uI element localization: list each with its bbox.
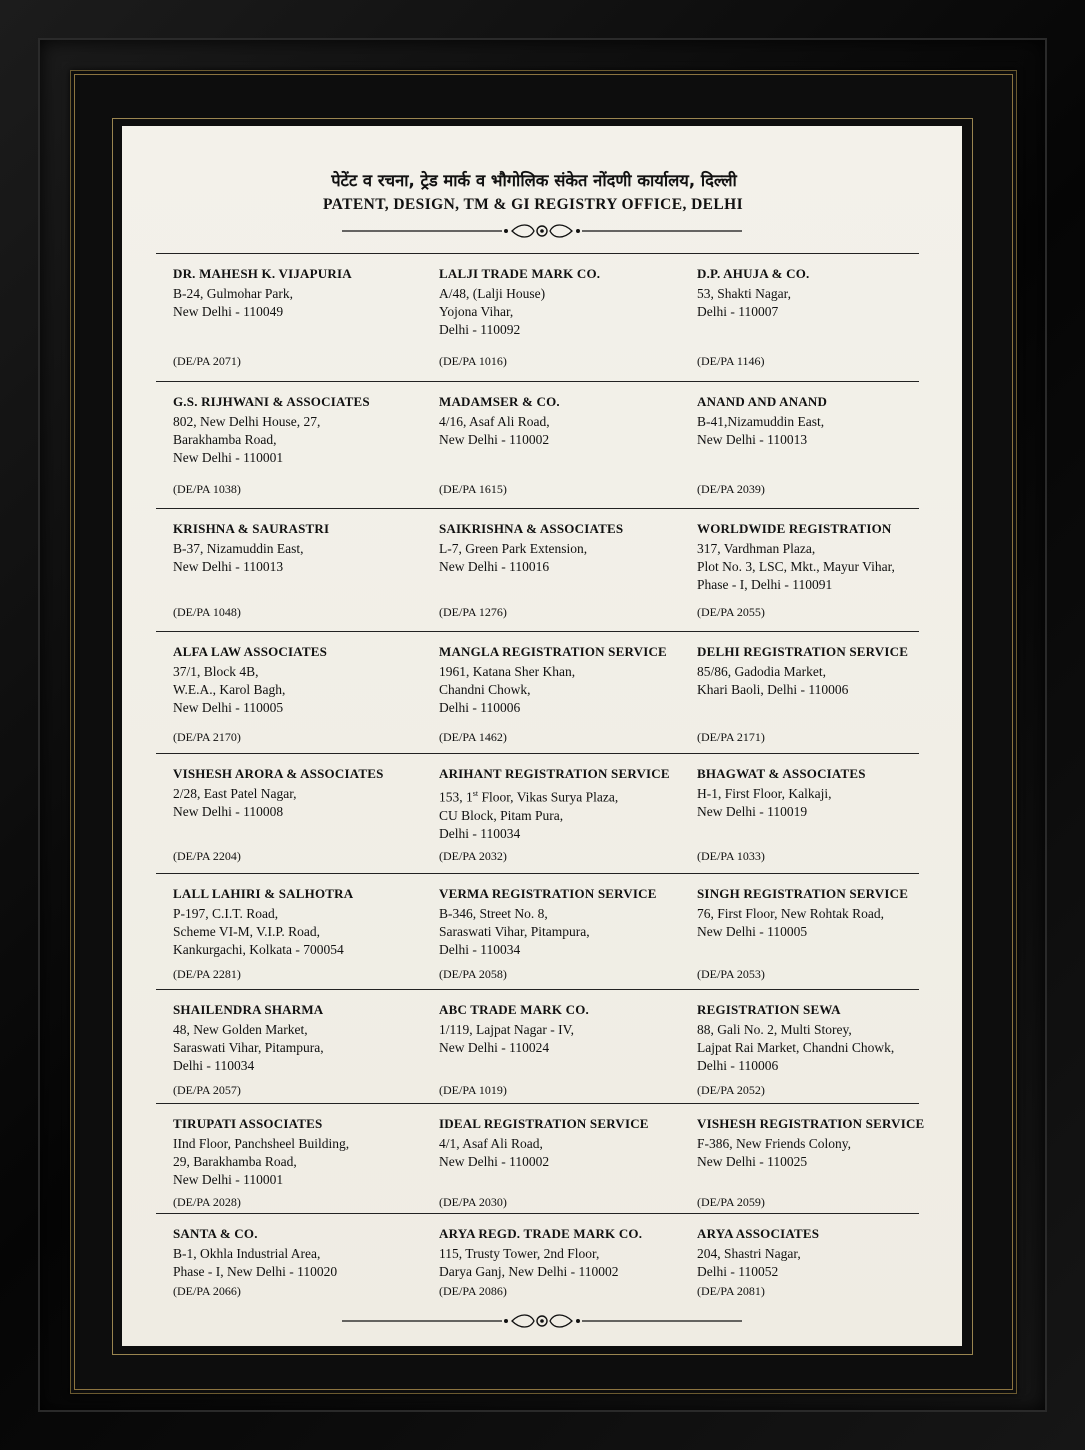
address-line: Saraswati Vihar, Pitampura,	[173, 1040, 324, 1055]
entry-code: (DE/PA 2053)	[697, 967, 765, 981]
address-line: New Delhi - 110013	[173, 559, 284, 574]
entry-code: (DE/PA 2039)	[697, 482, 765, 496]
address-line: Kankurgachi, Kolkata - 700054	[173, 942, 344, 957]
registry-entry	[439, 1116, 649, 1171]
registry-entry	[697, 266, 810, 321]
address-line: New Delhi - 110005	[173, 700, 284, 715]
address-line: Delhi - 110092	[439, 322, 521, 337]
entry-name: ALFA LAW ASSOCIATES	[173, 644, 328, 659]
entry-address	[697, 785, 866, 821]
entry-address	[173, 785, 384, 821]
entry-address	[697, 1245, 819, 1281]
entry-address	[173, 663, 327, 717]
address-line: 53, Shakti Nagar,	[697, 286, 791, 301]
registry-entry	[173, 1002, 324, 1075]
entry-code: (DE/PA 2030)	[439, 1195, 507, 1209]
entry-address	[173, 413, 370, 467]
address-line: Plot No. 3, LSC, Mkt., Mayur Vihar,	[697, 559, 895, 574]
entry-code: (DE/PA 1615)	[439, 482, 507, 496]
entry-address	[697, 413, 827, 449]
entry-name: IDEAL REGISTRATION SERVICE	[439, 1116, 649, 1131]
address-line: Saraswati Vihar, Pitampura,	[439, 924, 590, 939]
entry-code: (DE/PA 1038)	[173, 482, 241, 496]
address-line: New Delhi - 110016	[439, 559, 550, 574]
entry-name: VISHESH ARORA & ASSOCIATES	[173, 766, 384, 781]
address-line: 37/1, Block 4B,	[173, 664, 259, 679]
address-line: 48, New Golden Market,	[173, 1022, 308, 1037]
entry-name: ARYA ASSOCIATES	[697, 1226, 820, 1241]
address-line: B-37, Nizamuddin East,	[173, 541, 304, 556]
address-line: Delhi - 110006	[697, 1058, 779, 1073]
address-line: B-24, Gulmohar Park,	[173, 286, 293, 301]
address-line: Delhi - 110034	[439, 825, 521, 841]
document-header	[122, 168, 962, 214]
address-line: B-1, Okhla Industrial Area,	[173, 1246, 321, 1261]
registry-row	[156, 254, 919, 382]
entry-address	[697, 663, 908, 699]
entry-code: (DE/PA 2066)	[173, 1284, 241, 1298]
entry-address	[439, 1135, 649, 1171]
registry-entry	[439, 521, 623, 576]
registry-entry	[439, 1226, 642, 1281]
flourish-ornament-top	[342, 220, 742, 242]
entry-address	[173, 540, 329, 576]
entry-name: BHAGWAT & ASSOCIATES	[697, 766, 866, 781]
address-line: New Delhi - 110049	[173, 304, 284, 319]
address-line: H-1, First Floor, Kalkaji,	[697, 786, 832, 801]
entry-name: REGISTRATION SEWA	[697, 1002, 841, 1017]
entry-code: (DE/PA 1048)	[173, 605, 241, 619]
entry-code: (DE/PA 2052)	[697, 1083, 765, 1097]
entry-address	[697, 1135, 924, 1171]
address-line: 204, Shastri Nagar,	[697, 1246, 801, 1261]
entry-name: MANGLA REGISTRATION SERVICE	[439, 644, 667, 659]
address-line: Lajpat Rai Market, Chandni Chowk,	[697, 1040, 895, 1055]
registry-entry	[697, 766, 866, 821]
address-line: CU Block, Pitam Pura,	[439, 807, 564, 823]
address-line: Delhi - 110034	[439, 942, 521, 957]
entry-code: (DE/PA 2071)	[173, 354, 241, 368]
registry-entry	[697, 1002, 894, 1075]
registry-entry	[173, 1116, 349, 1189]
address-line: Phase - I, New Delhi - 110020	[173, 1264, 338, 1279]
entry-address	[173, 1245, 337, 1281]
entry-name: TIRUPATI ASSOCIATES	[173, 1116, 323, 1131]
flourish-ornament-bottom	[342, 1310, 742, 1332]
entry-code: (DE/PA 2059)	[697, 1195, 765, 1209]
entry-address	[439, 413, 560, 449]
registry-row	[156, 382, 919, 509]
entry-name: ABC TRADE MARK CO.	[439, 1002, 589, 1017]
entry-address	[173, 1135, 349, 1189]
address-line: New Delhi - 110001	[173, 450, 284, 465]
address-line: Delhi - 110052	[697, 1264, 779, 1279]
address-line: 153, 1st Floor, Vikas Surya Plaza,	[439, 789, 619, 805]
address-line: B-41,Nizamuddin East,	[697, 414, 825, 429]
certificate-paper	[122, 126, 962, 1346]
registry-entry	[439, 1002, 589, 1057]
entry-code: (DE/PA 2058)	[439, 967, 507, 981]
address-line: New Delhi - 110002	[439, 1154, 550, 1169]
entry-name: D.P. AHUJA & CO.	[697, 266, 810, 281]
address-line: 2/28, East Patel Nagar,	[173, 786, 297, 801]
address-line: New Delhi - 110001	[173, 1172, 284, 1187]
address-line: 4/16, Asaf Ali Road,	[439, 414, 550, 429]
entry-code: (DE/PA 1146)	[697, 354, 765, 368]
address-line: B-346, Street No. 8,	[439, 906, 548, 921]
entry-code: (DE/PA 1033)	[697, 849, 765, 863]
address-line: 88, Gali No. 2, Multi Storey,	[697, 1022, 852, 1037]
registry-entry	[173, 521, 329, 576]
address-line: Darya Ganj, New Delhi - 110002	[439, 1264, 619, 1279]
address-line: 85/86, Gadodia Market,	[697, 664, 826, 679]
address-line: Scheme VI-M, V.I.P. Road,	[173, 924, 321, 939]
address-line: New Delhi - 110019	[697, 804, 808, 819]
address-line: W.E.A., Karol Bagh,	[173, 682, 286, 697]
address-line: Barakhamba Road,	[173, 432, 277, 447]
entry-code: (DE/PA 2204)	[173, 849, 241, 863]
address-line: IInd Floor, Panchsheel Building,	[173, 1136, 350, 1151]
address-line: Khari Baoli, Delhi - 110006	[697, 682, 849, 697]
address-line: New Delhi - 110008	[173, 804, 284, 819]
entry-address	[173, 285, 352, 321]
entry-address	[173, 905, 353, 959]
entry-code: (DE/PA 1276)	[439, 605, 507, 619]
entry-code: (DE/PA 2086)	[439, 1284, 507, 1298]
address-line: New Delhi - 110013	[697, 432, 808, 447]
entry-address	[439, 285, 600, 339]
registry-entry	[173, 394, 370, 467]
address-line: New Delhi - 110024	[439, 1040, 550, 1055]
registry-entry	[697, 1226, 819, 1281]
registry-row	[156, 990, 919, 1104]
registry-entry	[697, 521, 895, 594]
address-line: Delhi - 110034	[173, 1058, 255, 1073]
address-line: 29, Barakhamba Road,	[173, 1154, 297, 1169]
registry-entry	[173, 766, 384, 821]
address-line: P-197, C.I.T. Road,	[173, 906, 279, 921]
entry-code: (DE/PA 2028)	[173, 1195, 241, 1209]
registry-entry	[439, 644, 667, 717]
entry-name: ARYA REGD. TRADE MARK CO.	[439, 1226, 643, 1241]
entry-code: (DE/PA 2171)	[697, 730, 765, 744]
entry-name: WORLDWIDE REGISTRATION	[697, 521, 892, 536]
english-title: PATENT, DESIGN, TM & GI REGISTRY OFFICE, DELHI	[322, 196, 744, 213]
address-line: New Delhi - 110025	[697, 1154, 808, 1169]
registry-entry	[439, 266, 600, 339]
registry-entry	[697, 886, 908, 941]
entry-name: SANTA & CO.	[173, 1226, 258, 1241]
registry-row	[156, 1104, 925, 1214]
entry-name: ARIHANT REGISTRATION SERVICE	[439, 766, 670, 781]
entry-code: (DE/PA 1016)	[439, 354, 507, 368]
registry-entry	[173, 644, 327, 717]
entry-name: VERMA REGISTRATION SERVICE	[439, 886, 657, 901]
address-line: F-386, New Friends Colony,	[697, 1136, 851, 1151]
address-line: 1961, Katana Sher Khan,	[439, 664, 576, 679]
address-line: Delhi - 110007	[697, 304, 779, 319]
address-line: Yojona Vihar,	[439, 304, 514, 319]
entry-name: SHAILENDRA SHARMA	[173, 1002, 324, 1017]
entry-address	[697, 1021, 894, 1075]
address-line: 76, First Floor, New Rohtak Road,	[697, 906, 884, 921]
address-line: A/48, (Lalji House)	[439, 286, 546, 301]
entry-address	[439, 785, 670, 843]
entry-address	[439, 1021, 589, 1057]
entry-address	[697, 540, 895, 594]
entry-name: KRISHNA & SAURASTRI	[173, 521, 330, 536]
address-line: 317, Vardhman Plaza,	[697, 541, 816, 556]
entry-address	[439, 540, 623, 576]
entry-code: (DE/PA 2032)	[439, 849, 507, 863]
entry-code: (DE/PA 2170)	[173, 730, 241, 744]
entry-code: (DE/PA 1019)	[439, 1083, 507, 1097]
registry-entry	[439, 394, 560, 449]
entry-address	[439, 1245, 642, 1281]
registry-entry	[439, 766, 670, 843]
entry-address	[439, 663, 667, 717]
address-line: 4/1, Asaf Ali Road,	[439, 1136, 543, 1151]
entry-address	[697, 905, 908, 941]
entry-address	[439, 905, 657, 959]
address-line: 1/119, Lajpat Nagar - IV,	[439, 1022, 574, 1037]
entry-name: DELHI REGISTRATION SERVICE	[697, 644, 909, 659]
address-line: New Delhi - 110002	[439, 432, 550, 447]
entry-code: (DE/PA 1462)	[439, 730, 507, 744]
registry-entry	[697, 644, 908, 699]
entry-name: SINGH REGISTRATION SERVICE	[697, 886, 909, 901]
registry-entry	[697, 1116, 924, 1171]
entry-address	[173, 1021, 324, 1075]
entry-name: LALJI TRADE MARK CO.	[439, 266, 601, 281]
entry-name: SAIKRISHNA & ASSOCIATES	[439, 521, 624, 536]
entry-code: (DE/PA 2055)	[697, 605, 765, 619]
registry-entry	[173, 1226, 337, 1281]
registry-entry	[173, 886, 353, 959]
address-line: Phase - I, Delhi - 110091	[697, 577, 833, 592]
entry-code: (DE/PA 2081)	[697, 1284, 765, 1298]
entry-code: (DE/PA 2057)	[173, 1083, 241, 1097]
entry-address	[697, 285, 810, 321]
registry-row	[156, 874, 919, 990]
entry-name: LALL LAHIRI & SALHOTRA	[173, 886, 354, 901]
registry-row	[156, 632, 919, 754]
registry-entry	[173, 266, 352, 321]
entry-name: VISHESH REGISTRATION SERVICE	[697, 1116, 925, 1131]
entry-code: (DE/PA 2281)	[173, 967, 241, 981]
entry-name: DR. MAHESH K. VIJAPURIA	[173, 266, 352, 281]
entry-name: MADAMSER & CO.	[439, 394, 560, 409]
address-line: L-7, Green Park Extension,	[439, 541, 588, 556]
registry-entry	[697, 394, 827, 449]
registry-row	[156, 509, 919, 632]
entry-name: G.S. RIJHWANI & ASSOCIATES	[173, 394, 370, 409]
address-line: 115, Trusty Tower, 2nd Floor,	[439, 1246, 600, 1261]
address-line: 802, New Delhi House, 27,	[173, 414, 321, 429]
address-line: New Delhi - 110005	[697, 924, 808, 939]
registry-entry	[439, 886, 657, 959]
entry-name: ANAND AND ANAND	[697, 394, 828, 409]
address-line: Chandni Chowk,	[439, 682, 531, 697]
registry-row	[156, 1214, 919, 1314]
address-line: Delhi - 110006	[439, 700, 521, 715]
registry-row	[156, 754, 919, 874]
hindi-title: पेटेंट व रचना, ट्रेड मार्क व भौगोलिक संकेत नोंदणी कार्यालय, दिल्ली	[331, 171, 737, 190]
